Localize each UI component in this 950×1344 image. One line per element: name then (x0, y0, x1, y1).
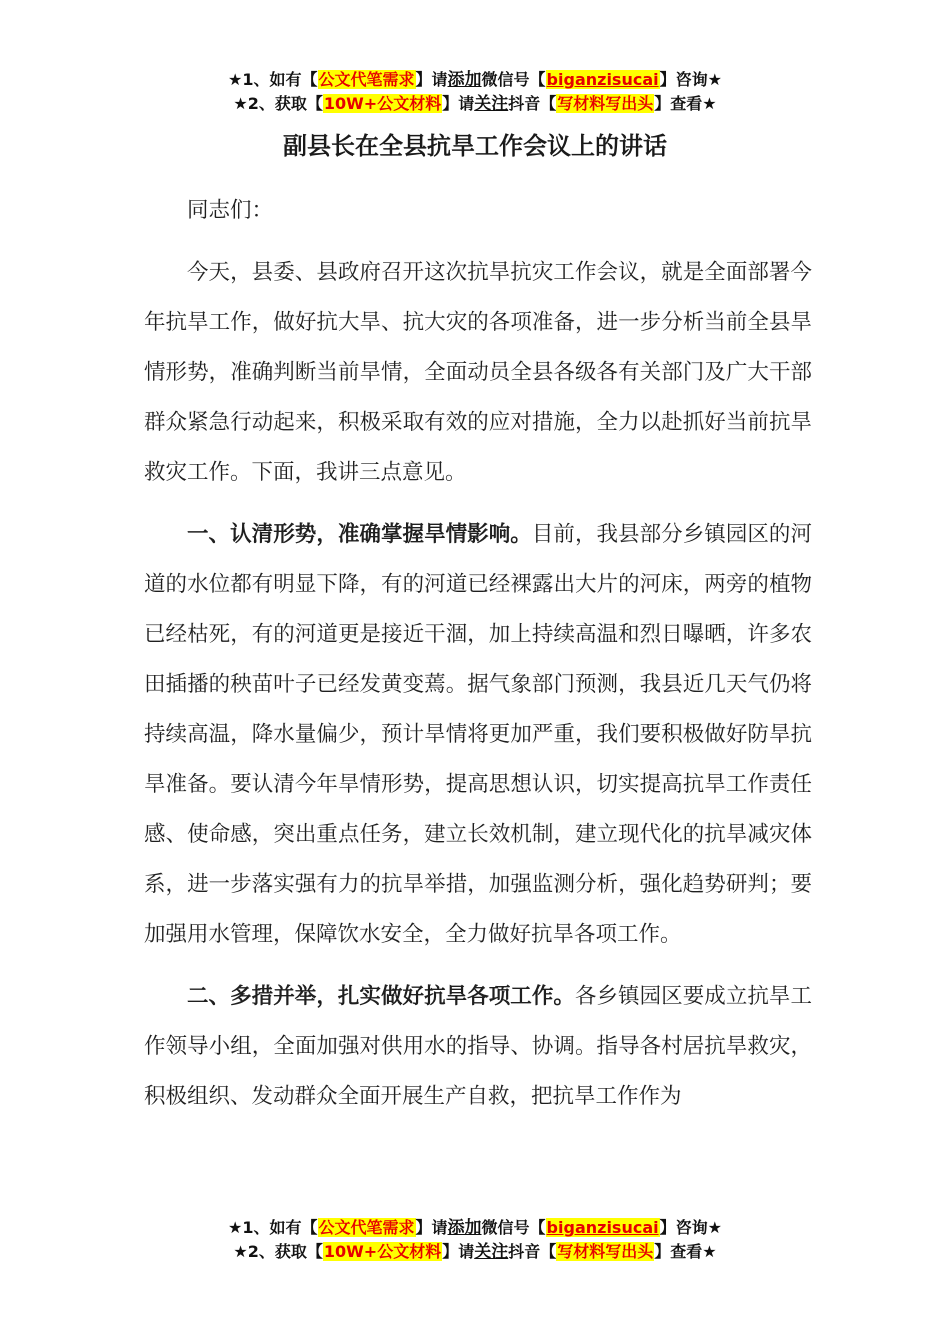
footer-line-2: ★2、获取【10W+公文材料】请关注抖音【写材料写出头】查看★ (233, 1242, 717, 1262)
section-2-heading: 二、多措并举，扎实做好抗旱各项工作。 (187, 984, 575, 1009)
footer-banner (0, 1216, 950, 1264)
header-banner (0, 68, 950, 116)
douyin-account-highlight: 写材料写出头 (557, 94, 654, 113)
section-1-paragraph (144, 510, 812, 960)
banner-highlight: 10W+公文材料 (323, 94, 442, 113)
banner-highlight: 公文代笔需求 (318, 70, 415, 89)
section-1-body: 目前，我县部分乡镇园区的河道的水位都有明显下降，有的河道已经裸露出大片的河床，两旁的植物已经枯死，有的河道更是接近干涸，加上持续高温和烈日曝晒，许多农田插播的秧苗叶子已经发黄变蔫。据气象部门预测，我县近几天气仍将持续高温，降水量偏少，预计旱情将更加严重，我们要积极做好防旱抗旱准备。要认清今年旱情形势，提高思想认识，切实提高抗旱工作责任感、使命感，突出重点任务，建立长效机制，建立现代化的抗旱减灾体系，进一步落实强有力的抗旱举措，加强监测分析，强化趋势研判；要加强用水管理，保障饮水安全，全力做好抗旱各项工作。 (144, 522, 812, 947)
section-2-body: 各乡镇园区要成立抗旱工作领导小组，全面加强对供用水的指导、协调。指导各村居抗旱救灾，积极组织、发动群众全面开展生产自救，把抗旱工作作为 (144, 984, 812, 1109)
document-title: 副县长在全县抗旱工作会议上的讲话 (283, 132, 667, 160)
section-2-paragraph (144, 972, 812, 1122)
wechat-id-link[interactable]: biganzisucai (546, 1218, 659, 1237)
wechat-id-link[interactable]: biganzisucai (546, 70, 659, 89)
salutation: 同志们： (187, 198, 274, 223)
intro-paragraph: 今天，县委、县政府召开这次抗旱抗灾工作会议，就是全面部署今年抗旱工作，做好抗大旱、抗大灾的各项准备，进一步分析当前全县旱情形势，准确判断当前旱情，全面动员全县各级各有关部门及广大干部群众紧急行动起来，积极采取有效的应对措施，全力以赴抓好当前抗旱救灾工作。下面，我讲三点意见。 (144, 260, 812, 485)
document-body (144, 186, 812, 1134)
section-1-heading: 一、认清形势，准确掌握旱情影响。 (187, 522, 532, 547)
banner-line-2: ★2、获取【10W+公文材料】请关注抖音【写材料写出头】查看★ (233, 94, 717, 114)
footer-line-1: ★1、如有【公文代笔需求】请添加微信号【biganzisucai】咨询★ (228, 1218, 722, 1238)
banner-highlight: 公文代笔需求 (318, 1218, 415, 1237)
banner-highlight: 10W+公文材料 (323, 1242, 442, 1261)
banner-line-1: ★1、如有【公文代笔需求】请添加微信号【biganzisucai】咨询★ (228, 70, 722, 90)
douyin-account-highlight: 写材料写出头 (557, 1242, 654, 1261)
